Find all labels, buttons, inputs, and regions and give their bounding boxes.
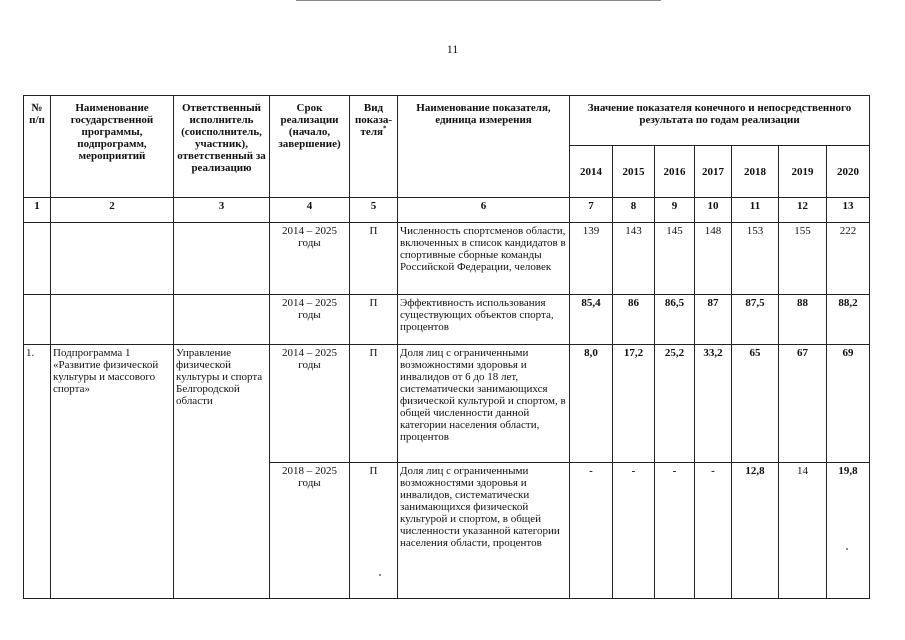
header-row-1 [24,96,870,146]
header-name: Наименование государственной программы, подпрограмм, мероприятий [51,96,174,198]
value-2018: 12,8 [732,463,779,599]
colnum-5: 5 [350,198,398,223]
value-2019: 14 [779,463,827,599]
table-row [24,345,870,463]
value-2020: 19,8 [827,463,870,599]
colnum-12: 12 [779,198,827,223]
colnum-6: 6 [398,198,570,223]
colnum-13: 13 [827,198,870,223]
year-2016: 2016 [655,146,695,198]
row-kind: П [350,463,398,599]
year-2017: 2017 [695,146,732,198]
row-num: 1. [24,345,51,599]
value-2014: 8,0 [570,345,613,463]
colnum-11: 11 [732,198,779,223]
colnum-4: 4 [270,198,350,223]
colnum-8: 8 [613,198,655,223]
column-numbers-row [24,198,870,223]
indicators-table [23,95,870,599]
value-2015: 86 [613,295,655,345]
value-2016: 145 [655,223,695,295]
header-kind [350,96,398,198]
row-indicator: Доля лиц с ограниченными возможностями здоровья и инвалидов, систематически занимающихся физической культурой и спортом, в общей численности указанной категории населения области, процентов [398,463,570,599]
row-indicator: Численность спортсменов области, включенных в список кандидатов в спортивные сборные команды Российской Федерации, человек [398,223,570,295]
row-kind: П [350,345,398,463]
value-2015: 143 [613,223,655,295]
header-executor: Ответственный исполнитель (соисполнитель, участник), ответственный за реализацию [174,96,270,198]
value-2019: 67 [779,345,827,463]
table-row [24,223,870,295]
colnum-10: 10 [695,198,732,223]
row-period: 2014 – 2025 годы [270,345,350,463]
year-2019: 2019 [779,146,827,198]
value-2016: - [655,463,695,599]
row-num [24,223,51,295]
row-period: 2014 – 2025 годы [270,295,350,345]
year-2018: 2018 [732,146,779,198]
header-indicator: Наименование показателя, единица измерения [398,96,570,198]
year-2014: 2014 [570,146,613,198]
header-kind-text: Вид показа-теля [354,102,393,138]
page-number: 11 [446,42,459,56]
value-2014: 85,4 [570,295,613,345]
header-values-title: Значение показателя конечного и непосредственного результата по годам реализации [570,96,870,146]
colnum-2: 2 [51,198,174,223]
value-2016: 25,2 [655,345,695,463]
colnum-9: 9 [655,198,695,223]
value-2015: - [613,463,655,599]
top-scan-line [296,0,661,1]
value-2020: 88,2 [827,295,870,345]
colnum-3: 3 [174,198,270,223]
value-2017: 148 [695,223,732,295]
scan-speck [379,574,381,576]
value-2014: - [570,463,613,599]
year-2015: 2015 [613,146,655,198]
row-executor [174,295,270,345]
row-period: 2018 – 2025 годы [270,463,350,599]
row-indicator: Эффективность использования существующих объектов спорта, процентов [398,295,570,345]
value-2018: 153 [732,223,779,295]
value-2017: 87 [695,295,732,345]
value-2019: 155 [779,223,827,295]
value-2017: - [695,463,732,599]
value-2018: 65 [732,345,779,463]
row-period: 2014 – 2025 годы [270,223,350,295]
header-kind-mark: * [382,124,387,133]
value-2017: 33,2 [695,345,732,463]
value-2014: 139 [570,223,613,295]
value-2016: 86,5 [655,295,695,345]
table-row [24,295,870,345]
row-executor [174,223,270,295]
header-period: Срок реализации (начало, завершение) [270,96,350,198]
colnum-7: 7 [570,198,613,223]
value-2020: 222 [827,223,870,295]
header-num: № п/п [24,96,51,198]
value-2020: 69 [827,345,870,463]
row-executor: Управление физической культуры и спорта Белгородской области [174,345,270,599]
row-indicator: Доля лиц с ограниченными возможностями здоровья и инвалидов от 6 до 18 лет, систематически занимающихся физической культурой и спортом, в общей численности данной категории населения области, процентов [398,345,570,463]
value-2018: 87,5 [732,295,779,345]
row-kind: П [350,295,398,345]
year-2020: 2020 [827,146,870,198]
row-kind: П [350,223,398,295]
scan-speck [846,548,848,550]
value-2019: 88 [779,295,827,345]
colnum-1: 1 [24,198,51,223]
row-name: Подпрограмма 1 «Развитие физической культуры и массового спорта» [51,345,174,599]
row-name [51,295,174,345]
value-2015: 17,2 [613,345,655,463]
row-num [24,295,51,345]
row-name [51,223,174,295]
